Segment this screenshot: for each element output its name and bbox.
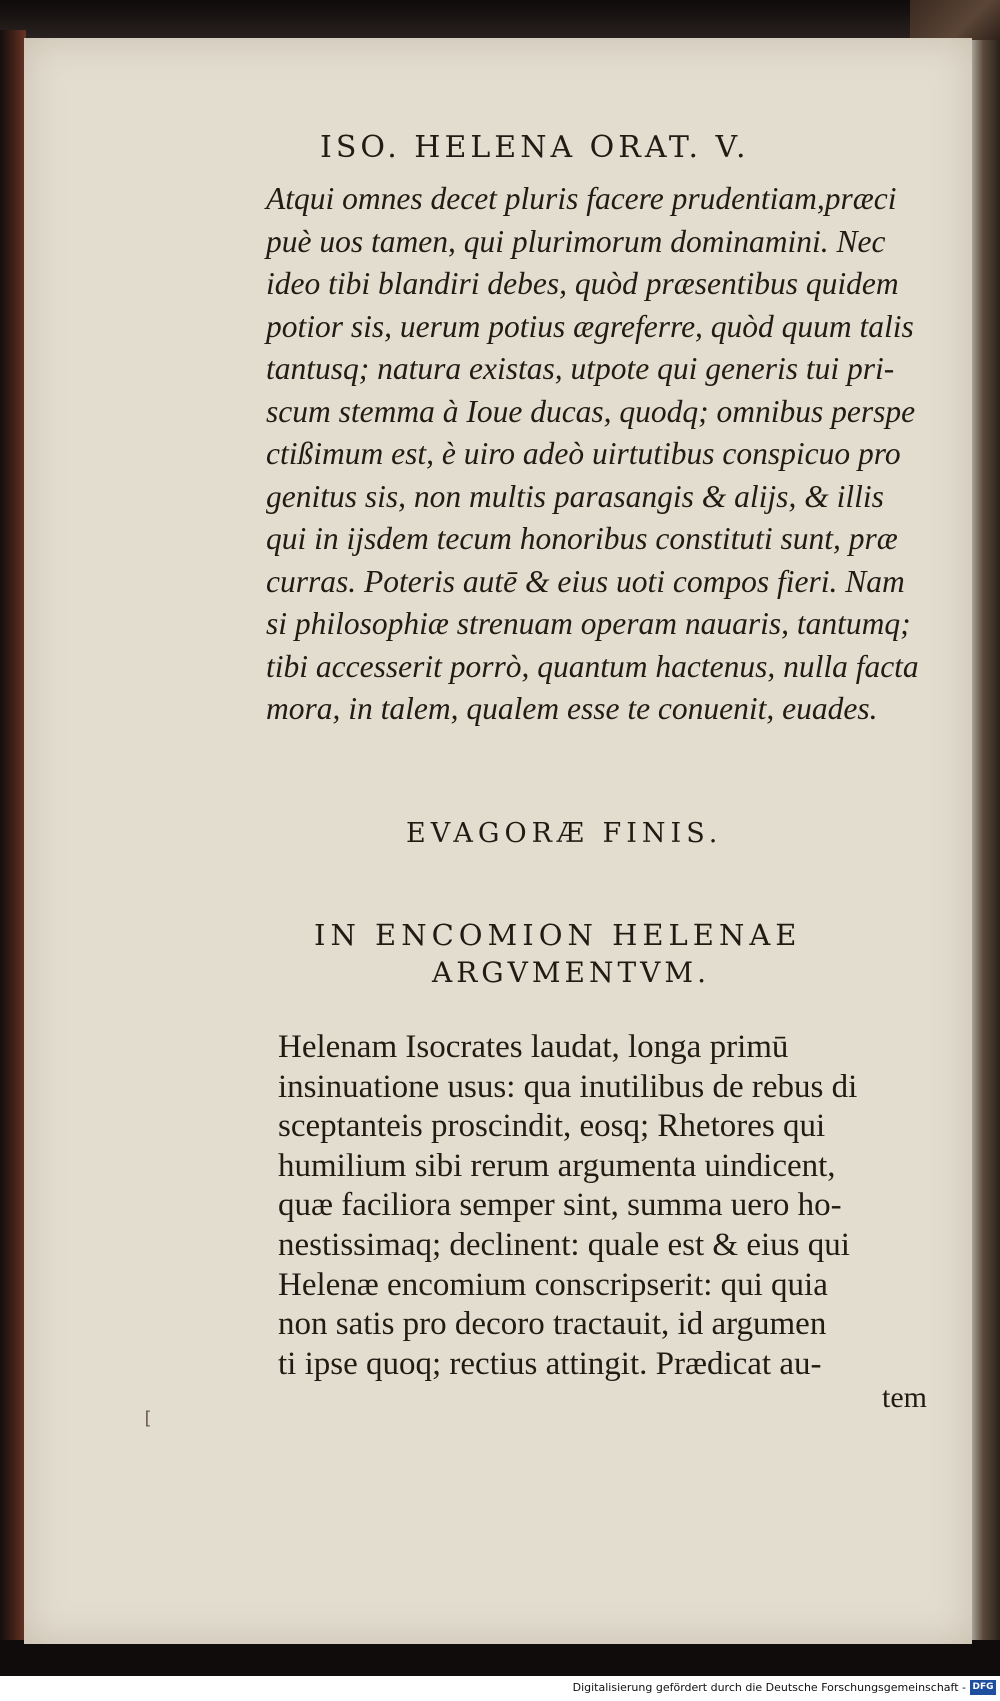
- text-line: humilium sibi rerum argumenta uindicent,: [278, 1147, 836, 1184]
- margin-mark: [: [142, 1408, 153, 1429]
- dfg-logo-icon: DFG: [970, 1680, 996, 1695]
- text-line: ti ipse quoq; rectius attingit. Prædicat au-: [278, 1345, 822, 1382]
- book-page: [24, 38, 972, 1644]
- section-heading: IN ENCOMION HELENAE: [314, 918, 802, 952]
- section-end-title: EVAGORÆ FINIS.: [406, 818, 723, 849]
- book-spine-edge: [0, 30, 26, 1660]
- text-line: tibi accesserit porrò, quantum hactenus, nulla facta: [266, 648, 919, 684]
- text-line: quæ faciliora semper sint, summa uero ho-: [278, 1187, 842, 1224]
- text-line: nestissimaq; declinent: quale est & eius qui: [278, 1226, 850, 1263]
- roman-text-block: [278, 1028, 938, 1384]
- text-line: potior sis, uerum potius ægreferre, quòd quum talis: [266, 308, 914, 344]
- text-line: scum stemma à Ioue ducas, quodq; omnibus perspe: [266, 393, 916, 429]
- text-line: si philosophiæ strenuam operam nauaris, tantumq;: [266, 606, 911, 641]
- text-line: insinuatione usus: qua inutilibus de rebus di: [278, 1068, 858, 1105]
- text-line: genitus sis, non multis parasangis & alijs, & illis: [266, 478, 884, 514]
- text-line: Helenæ encomium conscripserit: qui quia: [278, 1266, 828, 1303]
- scan-top-border: [0, 0, 1000, 40]
- text-line: Atqui omnes decet pluris facere prudentiam,præci: [266, 181, 897, 216]
- italic-text-block: [266, 178, 936, 731]
- digitization-footer: [0, 1676, 1000, 1701]
- text-line: tantusq; natura existas, utpote qui generis tui pri-: [266, 351, 895, 386]
- funding-notice: Digitalisierung gefördert durch die Deutsche Forschungsgemeinschaft -: [572, 1681, 966, 1694]
- text-line: sceptanteis proscindit, eosq; Rhetores qui: [278, 1108, 826, 1145]
- catchword: tem: [882, 1381, 927, 1414]
- page-fore-edge: [972, 40, 1000, 1660]
- text-line: ideo tibi blandiri debes, quòd præsentibus quidem: [266, 266, 899, 301]
- text-line: ctißimum est, è uiro adeò uirtutibus conspicuo pro: [266, 436, 901, 471]
- text-line: non satis pro decoro tractauit, id argumen: [278, 1306, 827, 1343]
- text-line: curras. Poteris autē & eius uoti compos fieri. Nam: [266, 563, 905, 599]
- running-head: ISO. HELENA ORAT. V.: [320, 130, 750, 165]
- text-line: puè uos tamen, qui plurimorum dominamini. Nec: [266, 223, 886, 259]
- text-line: mora, in talem, qualem esse te conuenit, euades.: [266, 691, 878, 726]
- section-subheading: ARGVMENTVM.: [432, 956, 710, 989]
- text-line: Helenam Isocrates laudat, longa primū: [278, 1029, 789, 1065]
- text-line: qui in ijsdem tecum honoribus constituti sunt, præ: [266, 521, 898, 556]
- scan-bottom-border: [0, 1640, 1000, 1676]
